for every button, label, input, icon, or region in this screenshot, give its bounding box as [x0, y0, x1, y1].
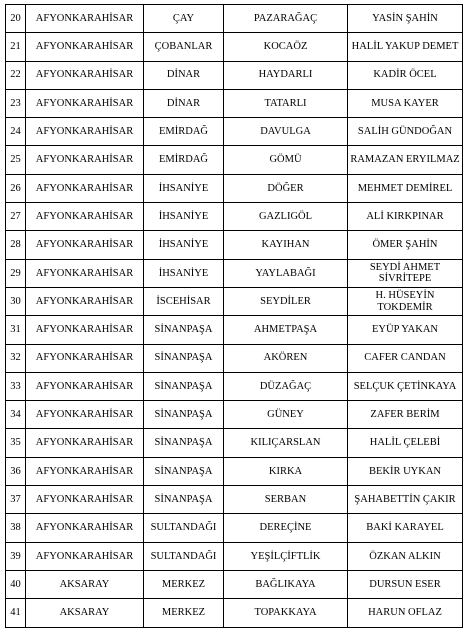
table-row [6, 89, 463, 117]
table-row [6, 5, 463, 33]
village-cell: KOCAÖZ [224, 33, 348, 61]
table-row [6, 146, 463, 174]
village-cell: KILIÇARSLAN [224, 429, 348, 457]
village-cell: KIRKA [224, 457, 348, 485]
province-cell: AFYONKARAHİSAR [26, 287, 144, 315]
row-number-cell: 31 [6, 316, 26, 344]
person-name-cell: SALİH GÜNDOĞAN [348, 118, 463, 146]
person-name-cell: ÖMER ŞAHİN [348, 231, 463, 259]
district-cell: SİNANPAŞA [144, 486, 224, 514]
person-name-cell: ÖZKAN ALKIN [348, 542, 463, 570]
province-cell: AKSARAY [26, 570, 144, 598]
village-cell: DÜZAĞAÇ [224, 372, 348, 400]
district-cell: DİNAR [144, 61, 224, 89]
table-row [6, 287, 463, 315]
person-name-cell: YASİN ŞAHİN [348, 5, 463, 33]
district-cell: İHSANİYE [144, 174, 224, 202]
province-cell: AFYONKARAHİSAR [26, 259, 144, 287]
person-name-cell: HALİL YAKUP DEMET [348, 33, 463, 61]
district-cell: ÇOBANLAR [144, 33, 224, 61]
row-number-cell: 32 [6, 344, 26, 372]
province-cell: AFYONKARAHİSAR [26, 203, 144, 231]
row-number-cell: 40 [6, 570, 26, 598]
person-name-cell: MEHMET DEMİREL [348, 174, 463, 202]
table-row [6, 514, 463, 542]
province-cell: AFYONKARAHİSAR [26, 61, 144, 89]
person-name-cell: SEYDİ AHMET SİVRİTEPE [348, 259, 463, 287]
district-cell: İHSANİYE [144, 231, 224, 259]
province-cell: AFYONKARAHİSAR [26, 514, 144, 542]
person-name-cell: ALİ KIRKPINAR [348, 203, 463, 231]
village-cell: DEREÇİNE [224, 514, 348, 542]
row-number-cell: 38 [6, 514, 26, 542]
district-cell: SİNANPAŞA [144, 401, 224, 429]
province-cell: AFYONKARAHİSAR [26, 429, 144, 457]
person-name-cell: ŞAHABETTİN ÇAKIR [348, 486, 463, 514]
table-row [6, 542, 463, 570]
table-row [6, 570, 463, 598]
person-name-cell: ZAFER BERİM [348, 401, 463, 429]
row-number-cell: 20 [6, 5, 26, 33]
row-number-cell: 24 [6, 118, 26, 146]
village-cell: GÖMÜ [224, 146, 348, 174]
row-number-cell: 37 [6, 486, 26, 514]
row-number-cell: 34 [6, 401, 26, 429]
person-name-cell: HALİL ÇELEBİ [348, 429, 463, 457]
table-row [6, 203, 463, 231]
person-name-cell: H. HÜSEYİN TOKDEMİR [348, 287, 463, 315]
person-name-cell: BEKİR UYKAN [348, 457, 463, 485]
row-number-cell: 25 [6, 146, 26, 174]
table-row [6, 344, 463, 372]
province-cell: AFYONKARAHİSAR [26, 316, 144, 344]
province-cell: AKSARAY [26, 599, 144, 627]
district-cell: SİNANPAŞA [144, 372, 224, 400]
row-number-cell: 33 [6, 372, 26, 400]
village-cell: AKÖREN [224, 344, 348, 372]
district-cell: EMİRDAĞ [144, 146, 224, 174]
row-number-cell: 23 [6, 89, 26, 117]
row-number-cell: 22 [6, 61, 26, 89]
table-row [6, 174, 463, 202]
roster-body [6, 5, 463, 628]
row-number-cell: 26 [6, 174, 26, 202]
person-name-cell: HARUN OFLAZ [348, 599, 463, 627]
province-cell: AFYONKARAHİSAR [26, 89, 144, 117]
district-cell: SULTANDAĞI [144, 542, 224, 570]
person-name-cell: EYÜP YAKAN [348, 316, 463, 344]
table-row [6, 33, 463, 61]
village-cell: YAYLABAĞI [224, 259, 348, 287]
person-name-cell: MUSA KAYER [348, 89, 463, 117]
village-cell: BAĞLIKAYA [224, 570, 348, 598]
province-cell: AFYONKARAHİSAR [26, 344, 144, 372]
village-cell: DAVULGA [224, 118, 348, 146]
district-cell: İSCEHİSAR [144, 287, 224, 315]
table-row [6, 457, 463, 485]
village-cell: AHMETPAŞA [224, 316, 348, 344]
row-number-cell: 29 [6, 259, 26, 287]
person-name-cell: CAFER CANDAN [348, 344, 463, 372]
province-cell: AFYONKARAHİSAR [26, 401, 144, 429]
table-row [6, 316, 463, 344]
district-cell: SULTANDAĞI [144, 514, 224, 542]
district-cell: EMİRDAĞ [144, 118, 224, 146]
village-cell: SEYDİLER [224, 287, 348, 315]
village-cell: GÜNEY [224, 401, 348, 429]
row-number-cell: 21 [6, 33, 26, 61]
province-cell: AFYONKARAHİSAR [26, 33, 144, 61]
table-row [6, 486, 463, 514]
row-number-cell: 30 [6, 287, 26, 315]
district-cell: SİNANPAŞA [144, 316, 224, 344]
village-cell: TOPAKKAYA [224, 599, 348, 627]
table-row [6, 401, 463, 429]
district-cell: MERKEZ [144, 570, 224, 598]
village-cell: PAZARAĞAÇ [224, 5, 348, 33]
district-cell: SİNANPAŞA [144, 429, 224, 457]
province-cell: AFYONKARAHİSAR [26, 457, 144, 485]
province-cell: AFYONKARAHİSAR [26, 542, 144, 570]
row-number-cell: 41 [6, 599, 26, 627]
roster-table [5, 4, 463, 628]
table-row [6, 599, 463, 627]
province-cell: AFYONKARAHİSAR [26, 174, 144, 202]
village-cell: GAZLIGÖL [224, 203, 348, 231]
province-cell: AFYONKARAHİSAR [26, 118, 144, 146]
province-cell: AFYONKARAHİSAR [26, 146, 144, 174]
person-name-cell: SELÇUK ÇETİNKAYA [348, 372, 463, 400]
person-name-cell: BAKİ KARAYEL [348, 514, 463, 542]
table-row [6, 61, 463, 89]
table-row [6, 231, 463, 259]
village-cell: HAYDARLI [224, 61, 348, 89]
province-cell: AFYONKARAHİSAR [26, 372, 144, 400]
row-number-cell: 27 [6, 203, 26, 231]
village-cell: DÖĞER [224, 174, 348, 202]
village-cell: SERBAN [224, 486, 348, 514]
province-cell: AFYONKARAHİSAR [26, 486, 144, 514]
district-cell: DİNAR [144, 89, 224, 117]
district-cell: İHSANİYE [144, 259, 224, 287]
table-row [6, 372, 463, 400]
row-number-cell: 28 [6, 231, 26, 259]
person-name-cell: KADİR ÖCEL [348, 61, 463, 89]
district-cell: SİNANPAŞA [144, 457, 224, 485]
row-number-cell: 36 [6, 457, 26, 485]
row-number-cell: 35 [6, 429, 26, 457]
table-row [6, 259, 463, 287]
province-cell: AFYONKARAHİSAR [26, 5, 144, 33]
table-row [6, 118, 463, 146]
village-cell: TATARLI [224, 89, 348, 117]
district-cell: MERKEZ [144, 599, 224, 627]
person-name-cell: RAMAZAN ERYILMAZ [348, 146, 463, 174]
person-name-cell: DURSUN ESER [348, 570, 463, 598]
province-cell: AFYONKARAHİSAR [26, 231, 144, 259]
village-cell: YEŞİLÇİFTLİK [224, 542, 348, 570]
district-cell: İHSANİYE [144, 203, 224, 231]
village-cell: KAYIHAN [224, 231, 348, 259]
table-row [6, 429, 463, 457]
district-cell: ÇAY [144, 5, 224, 33]
row-number-cell: 39 [6, 542, 26, 570]
district-cell: SİNANPAŞA [144, 344, 224, 372]
